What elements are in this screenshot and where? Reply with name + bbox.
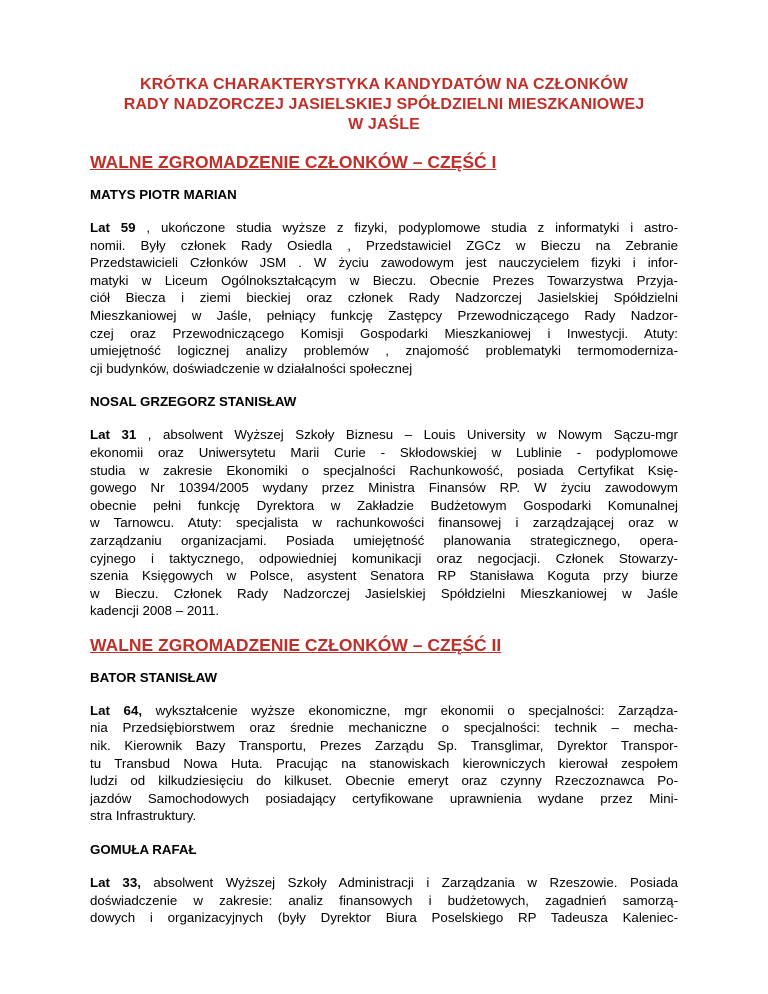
- title-line-3: W JAŚLE: [348, 116, 420, 133]
- candidate-age-gomula: Lat 33,: [90, 875, 141, 891]
- candidate-age-matys: Lat 59: [90, 220, 136, 235]
- candidate-name-nosal: NOSAL GRZEGORZ STANISŁAW: [90, 394, 297, 410]
- title-line-2: RADY NADZORCZEJ JASIELSKIEJ SPÓŁDZIELNI MIESZKANIOWEJ: [123, 96, 645, 113]
- section-heading-part-2: WALNE ZGROMADZENIE CZŁONKÓW – CZĘŚĆ II: [90, 634, 502, 655]
- candidate-name-bator: BATOR STANISŁAW: [90, 669, 218, 685]
- document-page: [90, 75, 678, 927]
- candidate-bio-gomula: Lat 33, absolwent Wyższej Szkoły Administracji i Zarządzania w Rzeszowie. Posiada doświadczenie w zakresie: analiz finansowych i budżetowych, zagadnień samorzą- dowych i organizacyjnych (były Dyrektor Biura Poselskiego RP Tadeusza Kaleniec-: [90, 875, 678, 926]
- title-line-1: KRÓTKA CHARAKTERYSTYKA KANDYDATÓW NA CZŁONKÓW: [139, 76, 628, 93]
- section-heading-part-1: WALNE ZGROMADZENIE CZŁONKÓW – CZĘŚĆ I: [90, 152, 497, 172]
- candidate-bio-matys: Lat 59 , ukończone studia wyższe z fizyki, podyplomowe studia z informatyki i astro- nomii. Były członek Rady Osiedla , Przedstawiciel ZGCz w Bieczu na Zebranie Przedstawicieli Członków JSM . W życiu zawodowym jest nauczycielem fizyki i infor- matyki w Liceum Ogólnokształcącym w Bieczu. Obecnie Prezes Towarzystwa Przyja- ciół Biecza i ziemi bieckiej oraz członek Rady Nadzorczej Jasielskiej Spółdzielni Mieszkaniowej w Jaśle, pełniący funkcję Zastępcy Przewodniczącego Rady Nadzor- czej oraz Przewodniczącego Komisji Gospodarki Mieszkaniowej i Inwestycji. Atuty: umiejętność logicznej analizy problemów , znajomość problematyki termomoderniza- cji budynków, doświadczenie w działalności społecznej: [90, 220, 678, 376]
- candidate-bio-nosal: Lat 31 , absolwent Wyższej Szkoły Biznesu – Louis University w Nowym Sączu-mgr ekonomii oraz Uniwersytetu Marii Curie - Skłodowskiej w Lublinie - podyplomowe studia w zakresie Ekonomiki o specjalności Rachunkowość, posiada Certyfikat Księ- gowego Nr 10394/2005 wydany przez Ministra Finansów RP. W życiu zawodowym obecnie pełni funkcję Dyrektora w Zakładzie Budżetowym Gospodarki Komunalnej w Tarnowcu. Atuty: specjalista w rachunkowości finansowej i zarządzającej oraz w zarządzaniu organizacjami. Posiada umiejętność planowania strategicznego, opera- cyjnego i taktycznego, odpowiedniej komunikacji oraz negocjacji. Członek Stowarzy- szenia Księgowych w Polsce, asystent Senatora RP Stanisława Koguta przy biurze w Bieczu. Członek Rady Nadzorczej Jasielskiej Spółdzielni Mieszkaniowej w Jaśle kadencji 2008 – 2011.: [90, 427, 678, 619]
- document-title: [90, 75, 678, 135]
- candidate-age-nosal: Lat 31: [90, 427, 137, 443]
- candidate-name-gomula: GOMUŁA RAFAŁ: [90, 842, 197, 858]
- candidate-name-matys: MATYS PIOTR MARIAN: [90, 187, 237, 202]
- candidate-age-bator: Lat 64,: [90, 702, 143, 718]
- candidate-bio-bator: Lat 64, wykształcenie wyższe ekonomiczne, mgr ekonomii o specjalności: Zarządza- nia Przedsiębiorstwem oraz średnie mechaniczne o specjalności: technik – mecha- nik. Kierownik Bazy Transportu, Prezes Zarządu Sp. Transglimar, Dyrektor Transpor- tu Transbud Nowa Huta. Pracując na stanowiskach kierowniczych kierował zespołem ludzi od kilkudziesięciu do kilkuset. Obecnie emeryt oraz czynny Rzeczoznawca Po- jazdów Samochodowych posiadający certyfikowane uprawnienia wydane przez Mini- stra Infrastruktury.: [90, 702, 678, 824]
